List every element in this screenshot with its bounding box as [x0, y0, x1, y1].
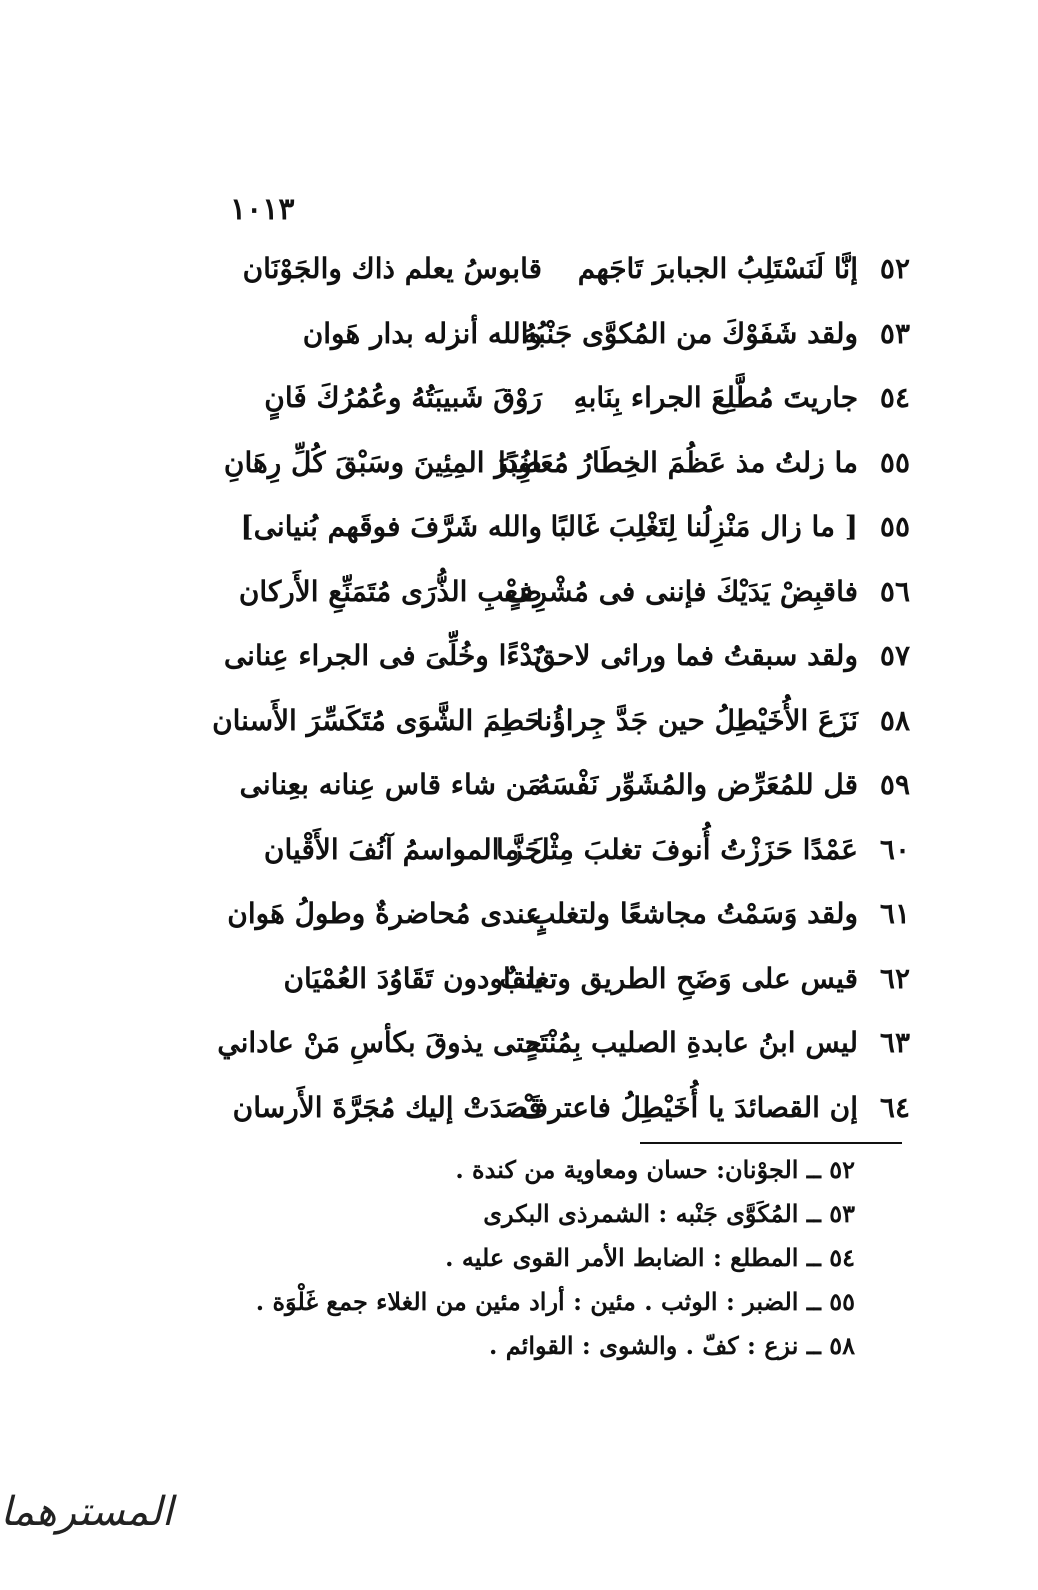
footnote: ٥٣ ــ المُكَوَّى جَنْبه : الشمرذى البكرى	[483, 1199, 855, 1228]
verse-second-hemistich: يتقاودون تَقَاوُدَ العُمْيَان	[283, 961, 542, 995]
verse-line	[227, 887, 910, 952]
verse-line	[232, 1081, 910, 1146]
verse-number: ٥٧	[879, 639, 910, 672]
footnotes	[255, 1155, 855, 1375]
verse-number: ٦٠	[879, 832, 910, 866]
verse-first-hemistich: ولقد شَفَوْكَ من المُكوَّى جَنْبُهُ	[523, 316, 858, 350]
verse-second-hemistich: عندى مُحاضرةٌ وطولُ هَوان	[227, 897, 542, 930]
verse-second-hemistich: رَوْقَ شَبيبَتُهُ وعُمُرُكَ فَانٍ	[264, 381, 542, 414]
verse-line	[240, 500, 910, 565]
verse-second-hemistich: والله شَرَّفَ فوقَهم بُنيانى]	[240, 510, 542, 543]
verse-first-hemistich: إنَّا لَنَسْتَلِبُ الجبابرَ تَاجَهم	[577, 252, 858, 285]
verse-line	[239, 758, 910, 823]
verse-first-hemistich: جاريتَ مُطَّلِعَ الجراء بِنَابهِ	[573, 381, 858, 414]
verse-line	[217, 1016, 910, 1081]
verse-first-hemistich: قل للمُعَرِّض والمُشَوِّر نَفْسَهُ	[536, 768, 858, 801]
verse-second-hemistich: قَصَدَتْ إليك مُجَرَّةَ الأَرسان	[232, 1090, 542, 1124]
verse-number: ٦١	[879, 897, 910, 930]
verse-second-hemistich: مَن شاء قاس عِنانه بعِنانى	[239, 768, 542, 801]
verse-number: ٥٤	[879, 381, 910, 414]
verse-line	[238, 565, 910, 630]
verse-second-hemistich: والله أنزله بدار هَوان	[302, 316, 542, 350]
poem-verses	[212, 242, 910, 1145]
verse-line	[250, 823, 910, 888]
verse-second-hemistich: بَدْءًا وخُلِّىَ فى الجراء عِنانى	[223, 639, 542, 672]
footnote: ٥٤ ــ المطلع : الضابط الأمر القوى عليه .	[445, 1243, 855, 1272]
page-number: ١٠١٣	[230, 192, 295, 227]
verse-number: ٥٣	[879, 316, 910, 350]
verse-first-hemistich: ولقد وَسَمْتُ مجاشعًا ولتغلبٍ	[529, 897, 858, 930]
verse-number: ٦٤	[879, 1090, 910, 1124]
verse-number: ٥٩	[879, 768, 910, 801]
verse-line	[242, 242, 910, 307]
verse-first-hemistich: إن القصائدَ يا أُخَيْطِلُ فاعترفْ	[519, 1090, 858, 1124]
verse-line	[212, 694, 910, 759]
seal-calligraphy: المسترهما	[0, 1489, 173, 1535]
verse-number: ٦٣	[879, 1026, 910, 1059]
verse-line	[223, 629, 910, 694]
verse-first-hemistich: قيس على وَضَحِ الطريق وتغلبٌ	[499, 961, 858, 995]
verse-first-hemistich: نَزَعَ الأُخَيْطِلُ حين جَدَّ جِراؤُنا	[535, 703, 858, 737]
footnote: ٥٢ ــ الجوْنان: حسان ومعاوية من كندة .	[455, 1155, 855, 1184]
verse-number: ٥٥	[879, 445, 910, 479]
verse-second-hemistich: حَطِمَ الشَّوَى مُتَكَسِّرَ الأَسنان	[212, 703, 542, 737]
verse-number: ٥٨	[879, 703, 910, 737]
verse-number: ٥٢	[879, 252, 910, 285]
footnote-divider	[640, 1142, 902, 1144]
verse-first-hemistich: ليس ابنُ عابدةِ الصليب بِمُنْتَهٍ	[525, 1026, 858, 1059]
footnote: ٥٨ ــ نزع : كفّ . والشوى : القوائم .	[489, 1331, 855, 1360]
verse-line	[223, 436, 910, 501]
verse-line	[250, 371, 910, 436]
verse-first-hemistich: ولقد سبقتُ فما ورائى لاحقٌ	[533, 639, 858, 672]
verse-first-hemistich: عَمْدًا حَزَزْتُ أُنوفَ تغلبَ مِثْلَ ما	[495, 832, 858, 866]
verse-second-hemistich: ضُبَرَ المِئِينَ وسَبْقَ كُلِّ رِهَانِ	[223, 445, 542, 479]
footnote: ٥٥ ــ الضبر : الوثب . مئين : أراد مئين من الغلاء جمع غَلْوَة .	[255, 1287, 855, 1316]
verse-line	[250, 952, 910, 1017]
library-seal-logo	[0, 1489, 173, 1562]
verse-second-hemistich: قابوسُ يعلم ذاك والجَوْنَان	[242, 252, 542, 285]
verse-number: ٥٥	[879, 510, 910, 543]
verse-line	[250, 307, 910, 372]
verse-second-hemistich: حَزَّ المواسمُ آنُفَ الأَقْيان	[263, 832, 542, 866]
verse-first-hemistich: [ ما زال مَنْزِلُنا لِتَغْلِبَ غَالبًا	[550, 510, 858, 543]
verse-number: ٥٦	[879, 574, 910, 608]
verse-number: ٦٢	[879, 961, 910, 995]
verse-second-hemistich: حتى يذوقَ بكأسِ مَنْ عاداني	[217, 1026, 542, 1059]
verse-first-hemistich: ما زلتُ مذ عَظُمَ الخِطَارُ مُعَاوِدًا	[497, 445, 858, 479]
verse-second-hemistich: صَعْبِ الذُّرَى مُتَمَنِّعِ الأَركان	[238, 574, 542, 608]
verse-first-hemistich: فاقبِضْ يَدَيْكَ فإننى فى مُشْرِفٍ	[504, 574, 858, 608]
